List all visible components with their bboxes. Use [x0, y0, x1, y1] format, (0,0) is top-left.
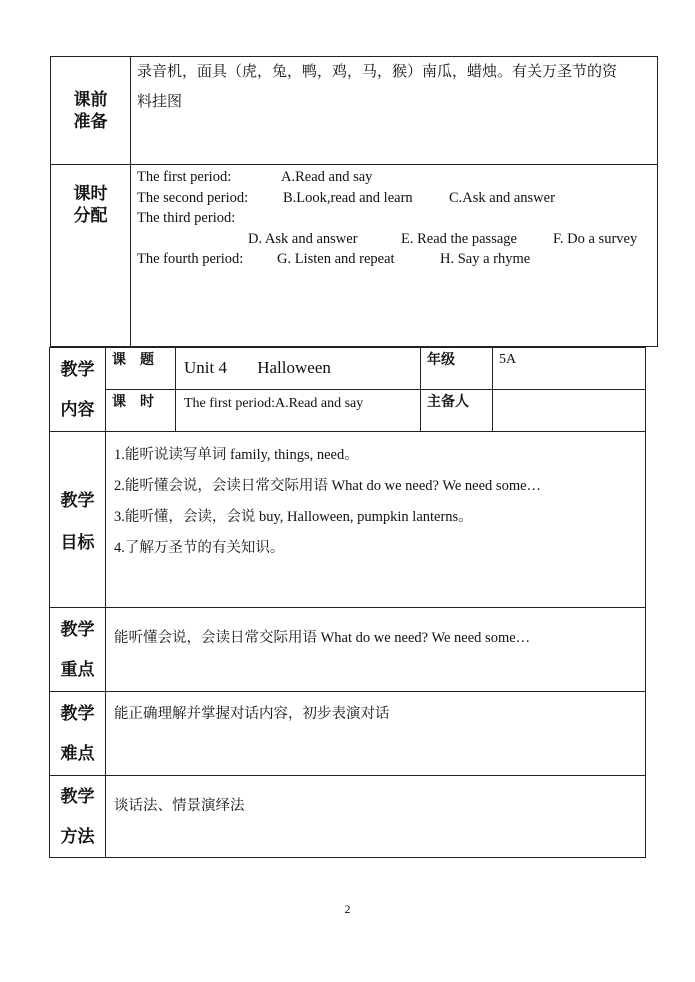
period-3-part-f: F. Do a survey [553, 230, 638, 247]
period-2-label: The second period: [137, 189, 249, 206]
topic-label-text: 课 题 [112, 352, 154, 368]
period-1-label: The first period: [137, 169, 232, 185]
preparer-label-text: 主备人 [427, 394, 469, 410]
period-3-part-e: E. Read the passage [401, 230, 517, 247]
content-label-line1: 教学 [60, 359, 95, 380]
difficulties-text: 能正确理解并掌握对话内容，初步表演对话 [114, 706, 390, 722]
goals-content [106, 432, 646, 608]
content-label [50, 348, 106, 432]
period-2-part-c: C.Ask and answer [449, 189, 555, 206]
period-1-part-a: A.Read and say [281, 169, 373, 185]
key-points-label [50, 608, 106, 692]
goals-label-line2: 目标 [60, 533, 95, 553]
prep-text-line1: 录音机，面具（虎，兔，鸭，鸡，马，猴）南瓜，蜡烛。有关万圣节的资 [137, 64, 618, 80]
prep-label [51, 57, 131, 165]
methods-content [106, 776, 646, 858]
topic-label [106, 348, 176, 390]
prep-text-line2: 料挂图 [137, 94, 183, 110]
period-3-part-d: D. Ask and answer [248, 230, 358, 247]
key-points-content [106, 608, 646, 692]
prep-content [131, 57, 658, 165]
lesson-table [49, 347, 646, 858]
key-points-label-line2: 重点 [60, 659, 95, 680]
preparer-label [421, 390, 493, 432]
period-4-part-g: G. Listen and repeat [277, 251, 395, 267]
period-value [176, 390, 421, 432]
methods-text: 谈话法、情景演绎法 [114, 798, 245, 814]
schedule-label [51, 165, 131, 347]
schedule-label-line1: 课时 [73, 184, 108, 204]
methods-label-line1: 教学 [60, 786, 95, 807]
grade-value [493, 348, 646, 390]
schedule-period-3-parts [137, 229, 651, 250]
schedule-period-2 [137, 188, 651, 209]
prep-schedule-table [50, 56, 658, 347]
goal-item: 3.能听懂，会读，会说 buy, Halloween, pumpkin lanterns。 [114, 509, 473, 525]
methods-label [50, 776, 106, 858]
goals-label-line1: 教学 [60, 491, 95, 511]
period-label [106, 390, 176, 432]
period-2-part-b: B.Look,read and learn [283, 189, 413, 206]
key-points-label-line1: 教学 [60, 619, 95, 640]
difficulties-label-line2: 难点 [60, 743, 95, 764]
difficulties-content [106, 692, 646, 776]
period-4-label: The fourth period: [137, 251, 244, 267]
topic-unit: Unit 4 [184, 358, 227, 377]
topic-title: Halloween [257, 358, 331, 377]
goals-label [50, 432, 106, 608]
grade-value-text: 5A [499, 352, 517, 367]
period-3-label: The third period: [137, 210, 236, 226]
prep-label-line1: 课前 [73, 89, 108, 110]
methods-label-line2: 方法 [60, 826, 95, 847]
difficulties-label-line1: 教学 [60, 703, 95, 724]
topic-value [176, 348, 421, 390]
goal-item: 4.了解万圣节的有关知识。 [114, 540, 285, 556]
grade-label [421, 348, 493, 390]
period-value-text: The first period:A.Read and say [184, 396, 364, 411]
prep-label-line2: 准备 [73, 111, 108, 132]
page-number: 2 [344, 902, 351, 916]
key-points-text: 能听懂会说，会读日常交际用语 What do we need? We need some… [114, 630, 531, 646]
goal-item: 2.能听懂会说，会读日常交际用语 What do we need? We need some… [114, 478, 542, 494]
content-label-line2: 内容 [60, 399, 95, 420]
preparer-value [493, 390, 646, 432]
grade-label-text: 年级 [427, 352, 455, 368]
schedule-period-3 [137, 208, 651, 229]
goal-item: 1.能听说读写单词 family, things, need。 [114, 447, 359, 463]
difficulties-label [50, 692, 106, 776]
schedule-label-line2: 分配 [73, 206, 108, 226]
schedule-content [131, 165, 658, 347]
period-label-text: 课 时 [112, 394, 154, 410]
period-4-part-h: H. Say a rhyme [440, 251, 531, 267]
schedule-period-1 [137, 167, 651, 188]
schedule-period-4 [137, 249, 651, 270]
